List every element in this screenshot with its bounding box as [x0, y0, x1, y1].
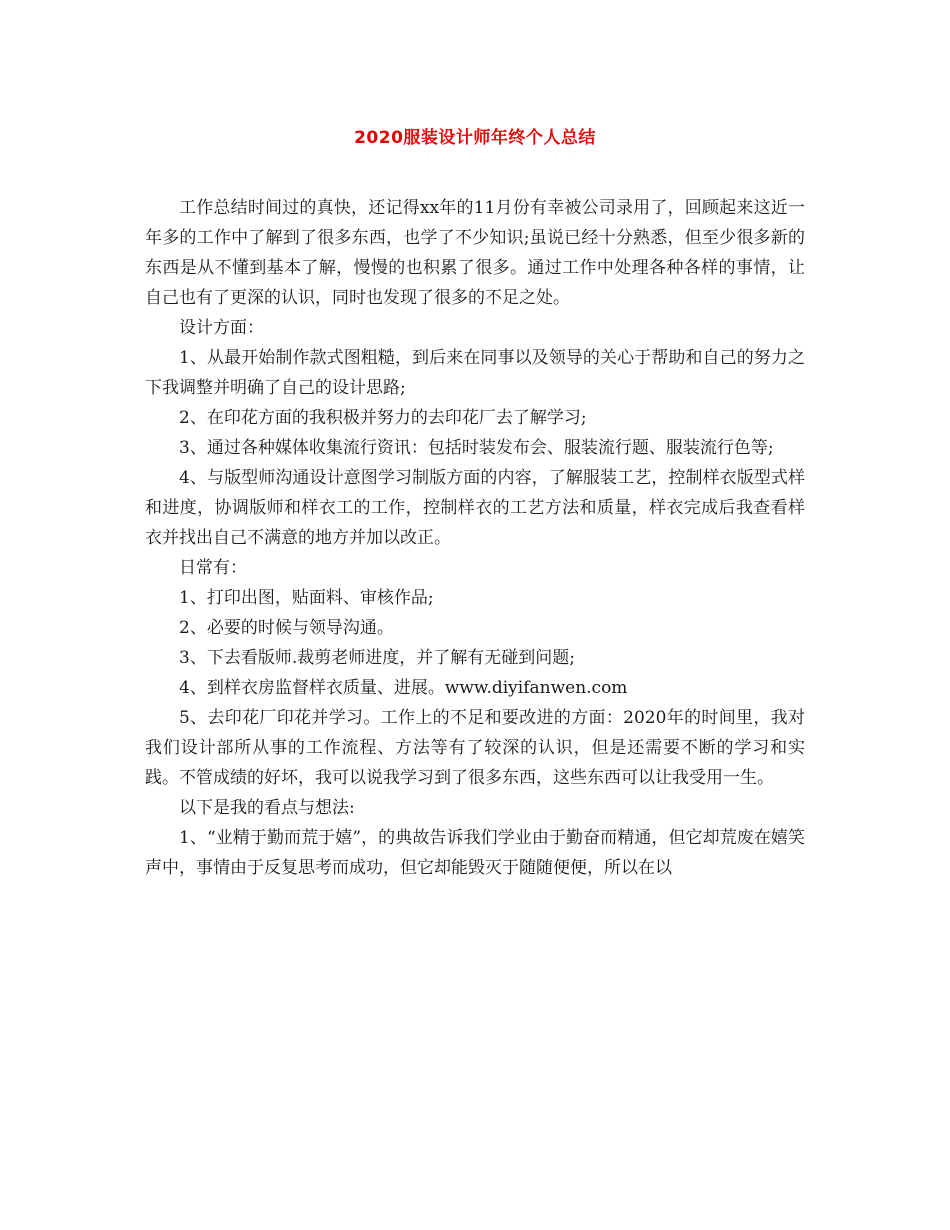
paragraph-intro: 工作总结时间过的真快，还记得xx年的11月份有幸被公司录用了，回顾起来这近一年多的工作中了解到了很多东西，也学了不少知识;虽说已经十分熟悉，但至少很多新的东西是从不懂到基本了解，慢慢的也积累了很多。通过工作中处理各种各样的事情，让自己也有了更深的认识，同时也发现了很多的不足之处。 — [145, 198, 805, 308]
paragraph-daily-item-1: 1、打印出图，贴面料、审核作品; — [179, 588, 434, 608]
paragraph-daily-item-5: 5、去印花厂印花并学习。工作上的不足和要改进的方面：2020年的时间里，我对我们设计部所从事的工作流程、方法等有了较深的认识，但是还需要不断的学习和实践。不管成绩的好坏，我可以说我学习到了很多东西，这些东西可以让我受用一生。 — [145, 708, 805, 788]
document-title: 2020服装设计师年终个人总结 — [354, 128, 596, 148]
paragraph-design-item-4: 4、与版型师沟通设计意图学习制版方面的内容，了解服装工艺，控制样衣版型式样和进度，协调版师和样衣工的工作，控制样衣的工艺方法和质量，样衣完成后我查看样衣并找出自己不满意的地方并加以改正。 — [145, 468, 805, 548]
paragraph-daily-heading: 日常有： — [179, 558, 247, 578]
paragraph-design-item-1: 1、从最开始制作款式图粗糙，到后来在同事以及领导的关心于帮助和自己的努力之下我调整并明确了自己的设计思路; — [145, 348, 805, 398]
paragraph-daily-item-2: 2、必要的时候与领导沟通。 — [179, 618, 394, 638]
paragraph-thoughts-item-1: 1、“业精于勤而荒于嬉”，的典故告诉我们学业由于勤奋而精通，但它却荒废在嬉笑声中，事情由于反复思考而成功，但它却能毁灭于随随便便，所以在以 — [145, 828, 805, 878]
paragraph-thoughts-heading: 以下是我的看点与想法: — [179, 798, 355, 818]
paragraph-design-item-3: 3、通过各种媒体收集流行资讯：包括时装发布会、服装流行题、服装流行色等; — [179, 438, 774, 458]
paragraph-design-heading: 设计方面： — [179, 318, 264, 338]
paragraph-design-item-2: 2、在印花方面的我积极并努力的去印花厂去了解学习; — [179, 408, 587, 428]
paragraph-daily-item-3: 3、下去看版师.裁剪老师进度，并了解有无碰到问题; — [179, 648, 575, 668]
paragraph-daily-item-4: 4、到样衣房监督样衣质量、进展。www.diyifanwen.com — [179, 678, 628, 698]
document-body — [145, 193, 805, 883]
